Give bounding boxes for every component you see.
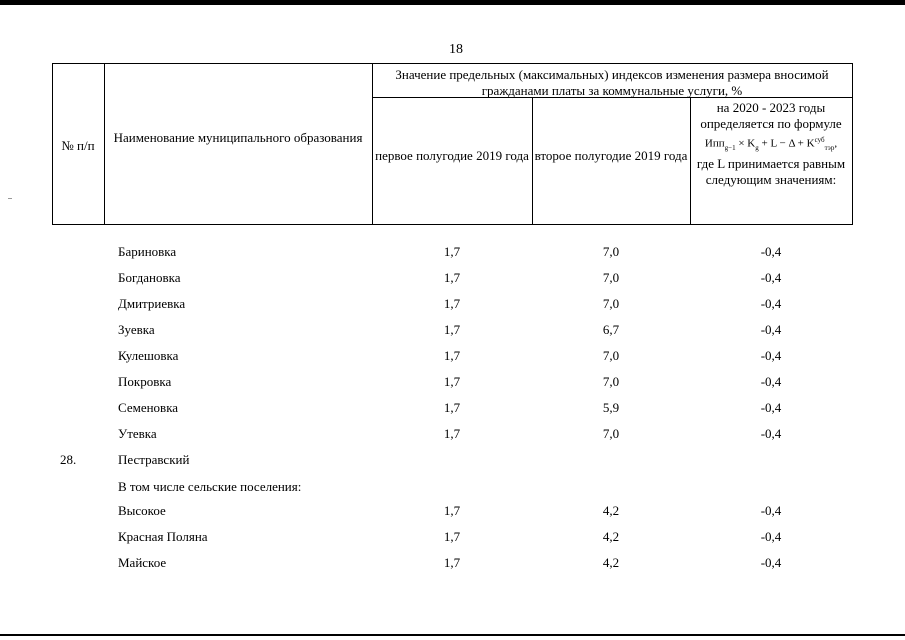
settlement-name: Зуевка [118, 322, 155, 337]
table-row [0, 479, 905, 499]
settlement-name: Богдановка [118, 270, 181, 285]
formula-part: + L − Δ + K [758, 137, 815, 150]
bottom-border-line [0, 634, 905, 636]
table-row [0, 348, 905, 368]
table-row [0, 270, 905, 290]
table-row [0, 296, 905, 316]
header-number-column: № п/п [61, 138, 95, 153]
table-cell: 6,7 [602, 322, 620, 337]
table-cell: -0,4 [760, 503, 782, 518]
formula-part: , [834, 137, 838, 150]
table-row [0, 374, 905, 394]
formula [690, 132, 852, 156]
table-cell: -0,4 [760, 296, 782, 311]
table-cell: 1,7 [443, 426, 461, 441]
table-row [0, 555, 905, 575]
table-cell: 1,7 [443, 348, 461, 363]
table-cell: 1,7 [443, 270, 461, 285]
table-cell: 7,0 [602, 426, 620, 441]
formula-part: суб [814, 136, 825, 144]
header-bottom-border [52, 224, 852, 225]
settlement-name: Кулешовка [118, 348, 179, 363]
top-border-bar [0, 0, 905, 5]
table-row [0, 529, 905, 549]
district-name: Пестравский [118, 452, 190, 467]
header-right-border [852, 63, 853, 225]
formula-outro: где L принимается равным следующим значениям: [696, 155, 846, 187]
table-cell: -0,4 [760, 348, 782, 363]
settlement-name: Бариновка [118, 244, 177, 259]
table-cell: 1,7 [443, 503, 461, 518]
table-cell: -0,4 [760, 529, 782, 544]
table-cell: 1,7 [443, 555, 461, 570]
table-cell: -0,4 [760, 270, 782, 285]
table-cell: 5,9 [602, 400, 620, 415]
settlement-name: Майское [118, 555, 167, 570]
settlement-name: Дмитриевка [118, 296, 186, 311]
settlement-name: Семеновка [118, 400, 179, 415]
table-cell: -0,4 [760, 374, 782, 389]
header-top-border [52, 63, 852, 64]
table-cell: 4,2 [602, 529, 620, 544]
subgroup-label: В том числе сельские поселения: [118, 479, 302, 494]
table-cell: -0,4 [760, 244, 782, 259]
table-cell: -0,4 [760, 426, 782, 441]
settlement-name: Красная Поляна [118, 529, 208, 544]
formula-part: g [755, 143, 759, 152]
formula-intro: на 2020 - 2023 годы определяется по формуле [700, 100, 842, 131]
table-cell: 1,7 [443, 529, 461, 544]
header-name-column: Наименование муниципального образования [113, 130, 363, 145]
header-first-half-2019: первое полугодие 2019 года [375, 148, 529, 163]
table-cell: 4,2 [602, 503, 620, 518]
table-cell: 1,7 [443, 400, 461, 415]
table-cell: -0,4 [760, 555, 782, 570]
formula-part: Ипп [704, 137, 725, 150]
margin-mark [8, 198, 12, 199]
table-cell: 1,7 [443, 244, 461, 259]
settlement-name: Покровка [118, 374, 172, 389]
table-cell: 1,7 [443, 322, 461, 337]
table-row [0, 244, 905, 264]
formula-part: g−1 [724, 143, 736, 152]
table-cell: 4,2 [602, 555, 620, 570]
settlement-name: Утевка [118, 426, 157, 441]
header-group-title: Значение предельных (максимальных) индексов изменения размера вносимой гражданами платы за коммунальные услуги, % [395, 67, 829, 98]
table-row [0, 452, 905, 472]
table-cell: 7,0 [602, 374, 620, 389]
table-cell: -0,4 [760, 322, 782, 337]
table-row [0, 503, 905, 523]
settlement-name: Высокое [118, 503, 166, 518]
table-row [0, 400, 905, 420]
table-cell: 7,0 [602, 244, 620, 259]
header-formula-column [690, 100, 852, 188]
table-row [0, 426, 905, 446]
table-cell: 7,0 [602, 348, 620, 363]
page-number: 18 [449, 42, 463, 57]
table-cell: 7,0 [602, 296, 620, 311]
table-cell: 1,7 [443, 296, 461, 311]
table-cell: 7,0 [602, 270, 620, 285]
formula-part: тэр [824, 143, 835, 152]
table-cell: 1,7 [443, 374, 461, 389]
header-second-half-2019: второе полугодие 2019 года [534, 148, 688, 163]
table-cell: -0,4 [760, 400, 782, 415]
table-row [0, 322, 905, 342]
row-number: 28. [60, 452, 77, 467]
formula-part: × K [735, 137, 756, 150]
